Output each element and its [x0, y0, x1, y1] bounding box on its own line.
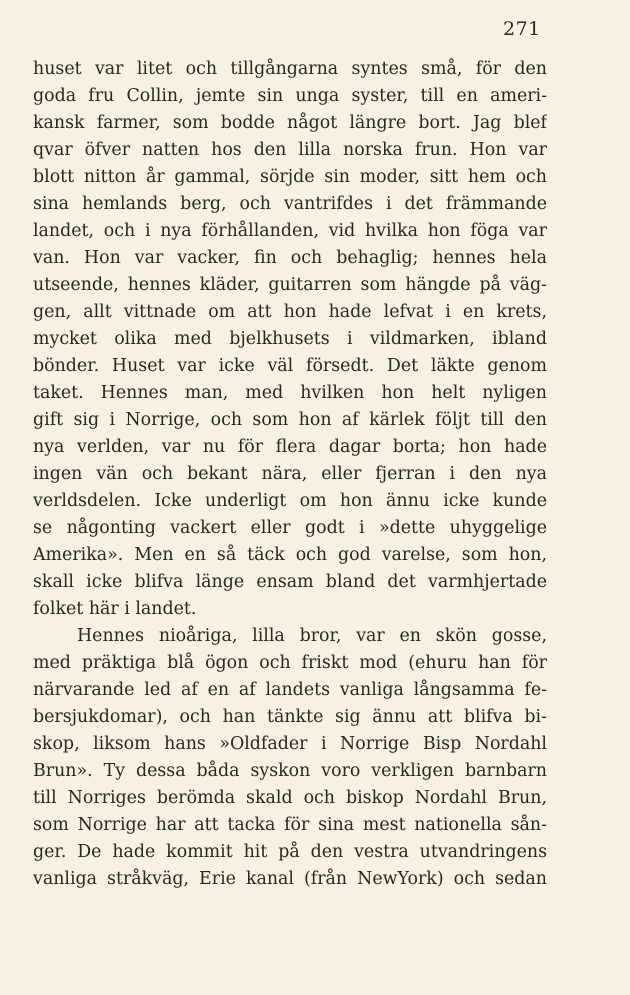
text-line: folket här i landet.: [33, 599, 197, 619]
text-line: se någonting vackert eller godt i »dette uhyggelige: [33, 518, 547, 538]
text-line: qvar öfver natten hos den lilla norska frun. Hon var: [33, 140, 547, 160]
text-line: till Norriges berömda skald och biskop Nordahl Brun,: [33, 788, 547, 808]
text-line: nya verlden, var nu för flera dagar borta; hon hade: [33, 437, 547, 457]
text-line: med präktiga blå ögon och friskt mod (ehuru han för: [33, 653, 547, 673]
text-line: närvarande led af en af landets vanliga långsamma fe-: [33, 680, 547, 700]
text-line: ger. De hade kommit hit på den vestra utvandringens: [33, 842, 547, 862]
text-line: som Norrige har att tacka för sina mest nationella sån-: [33, 815, 547, 835]
text-line: huset var litet och tillgångarna syntes små, för den: [33, 59, 547, 79]
text-line: kansk farmer, som bodde något längre bort. Jag blef: [33, 113, 547, 133]
text-line: skop, liksom hans »Oldfader i Norrige Bisp Nordahl: [33, 734, 547, 754]
text-line: Hennes nioåriga, lilla bror, var en skön gosse,: [77, 626, 547, 646]
paragraph-2: [33, 623, 547, 893]
text-line: vanliga stråkväg, Erie kanal (från NewYork) och sedan: [33, 869, 547, 889]
text-line: gift sig i Norrige, och som hon af kärlek följt till den: [33, 410, 547, 430]
text-line: bönder. Huset var icke väl försedt. Det läkte genom: [33, 356, 547, 376]
text-line: skall icke blifva länge ensam bland det varmhjertade: [33, 572, 547, 592]
text-line: landet, och i nya förhållanden, vid hvilka hon föga var: [33, 221, 547, 241]
text-line: taket. Hennes man, med hvilken hon helt nyligen: [33, 383, 547, 403]
text-line: blott nitton år gammal, sörjde sin moder, sitt hem och: [33, 167, 547, 187]
text-line: gen, allt vittnade om att hon hade lefvat i en krets,: [33, 302, 547, 322]
text-line: utseende, hennes kläder, guitarren som hängde på väg-: [33, 275, 547, 295]
text-line: ingen vän och bekant nära, eller fjerran i den nya: [33, 464, 547, 484]
text-line: Amerika». Men en så täck och god varelse, som hon,: [33, 545, 547, 565]
text-line: goda fru Collin, jemte sin unga syster, till en ameri-: [33, 86, 547, 106]
text-line: Brun». Ty dessa båda syskon voro verkligen barnbarn: [33, 761, 547, 781]
page-number: 271: [503, 18, 541, 40]
paragraph-1: [33, 56, 547, 623]
text-line: bersjukdomar), och han tänkte sig ännu att blifva bi-: [33, 707, 547, 727]
text-line: van. Hon var vacker, fin och behaglig; hennes hela: [33, 248, 547, 268]
text-line: verldsdelen. Icke underligt om hon ännu icke kunde: [33, 491, 547, 511]
text-line: sina hemlands berg, och vantrifdes i det främmande: [33, 194, 547, 214]
text-line: mycket olika med bjelkhusets i vildmarken, ibland: [33, 329, 547, 349]
body-text: [33, 56, 547, 893]
